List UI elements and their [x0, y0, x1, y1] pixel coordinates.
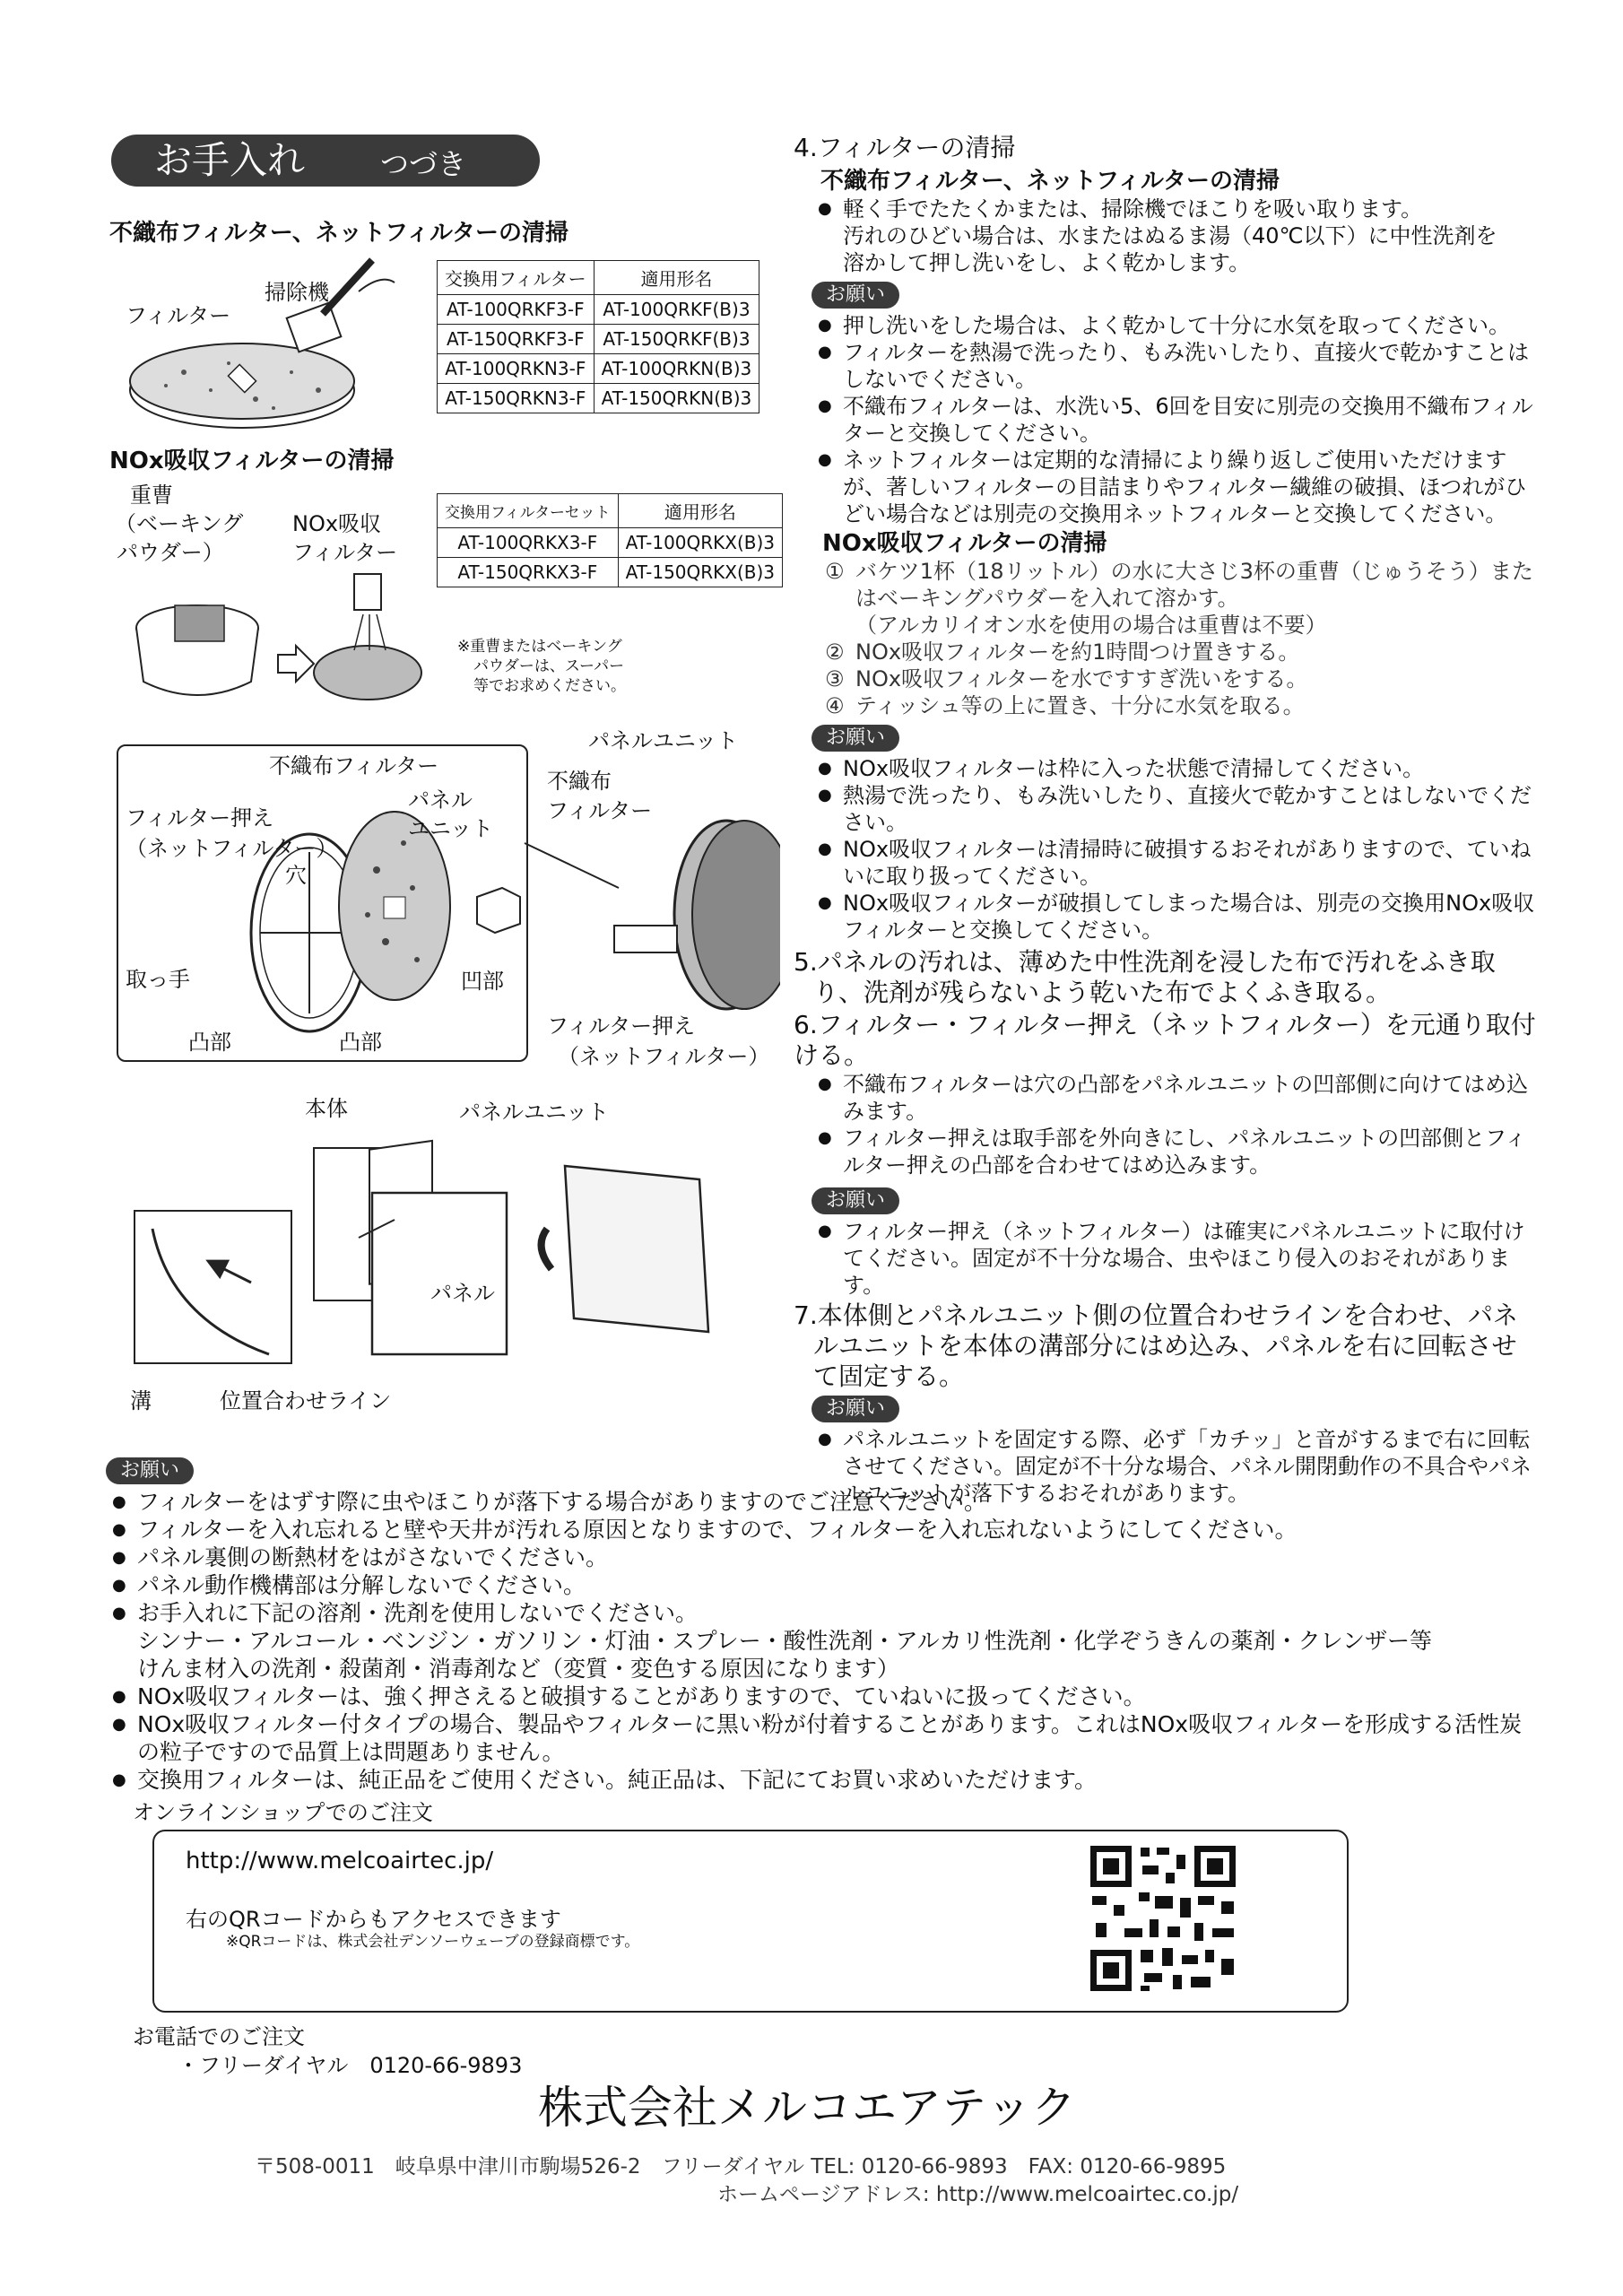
onegai-badge: お願い	[812, 1396, 899, 1422]
replacement-filter-set-table	[437, 493, 783, 587]
company-homepage[interactable]: ホームページアドレス: http://www.melcoairtec.co.jp/	[717, 2183, 1239, 2206]
label-baking-soda-alt2: パウダー）	[117, 540, 224, 565]
label-baking-soda-alt1: （ベーキング	[115, 511, 244, 536]
bottom-notes	[106, 1457, 1532, 1826]
list-item: ② NOx吸収フィルターを約1時間つけ置きする。	[825, 639, 1300, 665]
label-holder2: （ネットフィルター）	[126, 836, 338, 861]
list-item: ● 不織布フィルターは穴の凸部をパネルユニットの凹部側に向けてはめ込みます。	[816, 1071, 1538, 1125]
table-cell: AT-150QRKN3-F	[438, 384, 595, 413]
list-item: ● フィルターを熱湯で洗ったり、もみ洗いしたり、直接火で乾かすことはしないでください。	[816, 339, 1538, 393]
page-title: お手入れ	[154, 138, 306, 182]
table-row	[438, 384, 759, 413]
table-row	[438, 295, 759, 325]
table-cell: AT-100QRKF(B)3	[594, 295, 759, 325]
table-cell: AT-100QRKX(B)3	[618, 528, 782, 558]
label-panel2: ユニット	[408, 816, 494, 841]
list-item: ● 軽く手でたたくかまたは、掃除機でほこりを吸い取ります。 汚れのひどい場合は、水またはぬるま湯（40℃以下）に中性洗剤を 溶かして押し洗いをし、よく乾かします。	[816, 196, 1538, 276]
table-header: 適用形名	[594, 261, 759, 295]
qr-note: ※QRコードは、株式会社デンソーウェーブの登録商標です。	[226, 1933, 640, 1951]
shop-box	[152, 1830, 1349, 2013]
label-groove: 溝	[130, 1388, 152, 1413]
baking-note	[457, 637, 626, 696]
label-convex1: 凸部	[188, 1030, 231, 1055]
list-item: ● 不織布フィルターは、水洗い5、6回を目安に別売の交換用不織布フィルターと交換してください。	[816, 393, 1538, 447]
sub1-list	[816, 196, 1538, 276]
qr-text: 右のQRコードからもアクセスできます	[186, 1907, 561, 1932]
label-nonwoven2a: 不織布	[547, 769, 612, 794]
label-holder1: フィルター押え	[126, 805, 274, 831]
list-item: ● NOx吸収フィルターは清掃時に破損するおそれがありますので、ていねいに取り扱ってください。	[816, 836, 1538, 890]
label-holder3: フィルター押え	[547, 1013, 696, 1039]
onegai2-list	[816, 755, 1538, 944]
sub2-steps	[825, 558, 1538, 719]
sub2-heading: NOx吸収フィルターの清掃	[822, 530, 1107, 557]
table-cell: AT-150QRKN(B)3	[594, 384, 759, 413]
list-item: ● NOx吸収フィルターが破損してしまった場合は、別売の交換用NOx吸収フィルターと交換してください。	[816, 890, 1538, 944]
step6-text: 6.フィルター・フィルター押え（ネットフィルター）を元通り取付ける。	[794, 1010, 1536, 1070]
company-name: 株式会社メルコエアテック	[538, 2082, 1076, 2134]
step7-text: 7.本体側とパネルユニット側の位置合わせラインを合わせ、パネルユニットを本体の溝部分にはめ込み、パネルを右に回転させて固定する。	[794, 1300, 1518, 1391]
label-nonwoven: 不織布フィルター	[269, 753, 439, 778]
table-cell: AT-100QRKN3-F	[438, 354, 595, 384]
onegai3-list	[816, 1218, 1538, 1299]
label-convex2: 凸部	[339, 1030, 382, 1055]
list-item: ● 押し洗いをした場合は、よく乾かして十分に水気を取ってください。	[816, 312, 1538, 339]
vacuum-filter-illustration	[112, 256, 408, 435]
onegai-badge: お願い	[812, 1187, 899, 1214]
label-body: 本体	[305, 1096, 348, 1121]
phone-label: お電話でのご注文	[133, 2024, 305, 2049]
label-nox2: フィルター	[292, 540, 398, 565]
sec2-heading: NOx吸収フィルターの清掃	[109, 448, 395, 474]
list-item: ① バケツ1杯（18リットル）の水に大さじ3杯の重曹（じゅうそう）またはベーキングパウダーを入れて溶かす。	[825, 559, 1533, 611]
onegai-badge: お願い	[812, 282, 899, 309]
list-item: ● フィルターをはずす際に虫やほこりが落下する場合がありますのでご注意ください。	[110, 1488, 1532, 1516]
right-column	[794, 133, 1538, 1507]
label-vacuum: 掃除機	[265, 280, 329, 305]
table-cell: AT-150QRKF3-F	[438, 325, 595, 354]
table-header-row	[438, 494, 783, 528]
table-row	[438, 558, 783, 587]
label-holder4: （ネットフィルター）	[558, 1044, 770, 1069]
baking-note-line: 等でお求めください。	[473, 677, 626, 695]
list-item: ● フィルターを入れ忘れると壁や天井が汚れる原因となりますので、フィルターを入れ忘れないようにしてください。	[110, 1516, 1532, 1544]
mount-illustration	[126, 1112, 771, 1399]
sub1-heading: 不織布フィルター、ネットフィルターの清掃	[820, 168, 1280, 195]
sec1-heading: 不織布フィルター、ネットフィルターの清掃	[109, 220, 568, 247]
onegai-badge: お願い	[106, 1457, 194, 1484]
online-label: オンラインショップでのご注文	[133, 1800, 433, 1825]
page-header	[111, 135, 540, 187]
label-handle: 取っ手	[126, 967, 190, 992]
list-item: ● NOx吸収フィルター付タイプの場合、製品やフィルターに黒い粉が付着することがあります。これはNOx吸収フィルターを形成する活性炭の粒子ですので品質上は問題ありません。	[110, 1710, 1532, 1766]
list-item: ● フィルター押えは取手部を外向きにし、パネルユニットの凹部側とフィルター押えの凸部を合わせてはめ込みます。	[816, 1125, 1538, 1178]
nox-soak-illustration	[135, 565, 439, 718]
list-item: ③ NOx吸収フィルターを水ですすぎ洗いをする。	[825, 666, 1308, 691]
table-header: 交換用フィルター	[438, 261, 595, 295]
bottom-list	[110, 1488, 1532, 1794]
label-baking-soda: 重曹	[130, 483, 173, 508]
label-nonwoven2b: フィルター	[547, 798, 653, 823]
shop-url[interactable]: http://www.melcoairtec.jp/	[186, 1848, 494, 1874]
list-item: ● お手入れに下記の溶剤・洗剤を使用しないでください。 シンナー・アルコール・ベンジン・ガソリン・灯油・スプレー・酸性洗剤・アルカリ性洗剤・化学ぞうきんの薬剤・クレンザー等 けんま材入の洗剤・殺菌剤・消毒剤など（変質・変色する原因になります）	[110, 1599, 1532, 1683]
table-cell: AT-150QRKX3-F	[438, 558, 619, 587]
list-item: ● パネル裏側の断熱材をはがさないでください。	[110, 1544, 1532, 1571]
label-align-line: 位置合わせライン	[220, 1388, 392, 1413]
replacement-filter-table	[437, 260, 759, 413]
list-item: ● ネットフィルターは定期的な清掃により繰り返しご使用いただけますが、著しいフィルターの目詰まりやフィルター繊維の破損、ほつれがひどい場合などは別売の交換用ネットフィルターと交換してください。	[816, 447, 1538, 527]
step6-list	[816, 1071, 1538, 1178]
step5-text: 5.パネルの汚れは、薄めた中性洗剤を浸した布で汚れをふき取り、洗剤が残らないよう乾いた布でよくふき取る。	[794, 947, 1496, 1007]
baking-note-line: ※重曹またはベーキング	[457, 638, 622, 656]
list-item: ● 熱湯で洗ったり、もみ洗いしたり、直接火で乾かすことはしないでください。	[816, 782, 1538, 836]
label-nox1: NOx吸収	[292, 511, 382, 536]
label-concave: 凹部	[461, 969, 504, 994]
baking-note-line: パウダーは、スーパー	[473, 657, 625, 675]
phone-number: ・フリーダイヤル 0120-66-9893	[178, 2053, 523, 2078]
table-cell: AT-150QRKF(B)3	[594, 325, 759, 354]
step4-heading: 4.フィルターの清掃	[794, 133, 1016, 162]
table-header-row	[438, 261, 759, 295]
list-item: ● フィルター押え（ネットフィルター）は確実にパネルユニットに取付けてください。固定が不十分な場合、虫やほこり侵入のおそれがあります。	[816, 1218, 1538, 1299]
table-row	[438, 528, 783, 558]
label-hole: 穴	[285, 863, 307, 888]
onegai-badge: お願い	[812, 725, 899, 752]
list-item: ④ ティッシュ等の上に置き、十分に水気を取る。	[825, 693, 1305, 718]
table-cell: AT-150QRKX(B)3	[618, 558, 782, 587]
table-header: 適用形名	[618, 494, 782, 528]
list-item: ● パネルユニットを固定する際、必ず「カチッ」と音がするまで右に回転させてください。固定が不十分な場合、パネル開閉動作の不具合やパネルユニットが落下するおそれがあります。	[816, 1426, 1538, 1507]
table-row	[438, 325, 759, 354]
label-panel1: パネル	[408, 787, 473, 813]
table-header: 交換用フィルターセット	[438, 494, 619, 528]
label-filter: フィルター	[126, 303, 231, 328]
table-row	[438, 354, 759, 384]
list-item: ● 交換用フィルターは、純正品をご使用ください。純正品は、下記にてお買い求めいただけます。	[110, 1766, 1532, 1794]
page-subtitle: つづき	[380, 147, 467, 181]
qr-code-icon[interactable]	[1087, 1842, 1239, 1995]
company-address: 〒508-0011 岐阜県中津川市駒場526-2 フリーダイヤル TEL: 0120-66-9893 FAX: 0120-66-9895	[255, 2155, 1227, 2179]
list-item: （アルカリイオン水を使用の場合は重曹は不要）	[855, 613, 1327, 638]
label-panel-unit-mount: パネルユニット	[459, 1100, 610, 1125]
label-panel-unit: パネルユニット	[588, 728, 739, 753]
table-cell: AT-100QRKF3-F	[438, 295, 595, 325]
list-item: ● NOx吸収フィルターは枠に入った状態で清掃してください。	[816, 755, 1538, 782]
list-item: ● NOx吸収フィルターは、強く押さえると破損することがありますので、ていねいに扱ってください。	[110, 1683, 1532, 1710]
list-item: ● パネル動作機構部は分解しないでください。	[110, 1571, 1532, 1599]
table-cell: AT-100QRKN(B)3	[594, 354, 759, 384]
label-panel: パネル	[430, 1281, 495, 1306]
table-cell: AT-100QRKX3-F	[438, 528, 619, 558]
onegai1-list	[816, 312, 1538, 527]
